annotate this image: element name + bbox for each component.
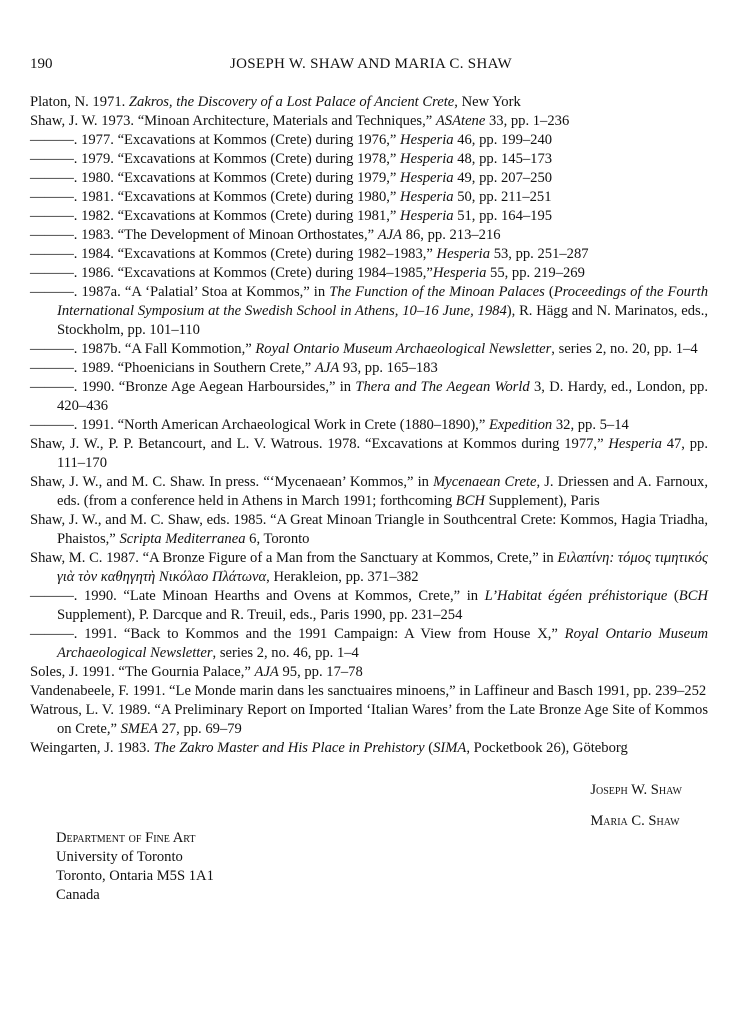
bibliography-entry [30, 625, 708, 663]
entry-italic-title: BCH [455, 493, 485, 509]
entry-text: 27, pp. 69–79 [157, 721, 242, 737]
bibliography-entry [30, 473, 708, 511]
entry-italic-title: Ειλαπίνη: τόμος τιμητικός γιὰ τὸν καθηγητὴ Νικόλαο Πλάτωνα [57, 550, 708, 585]
entry-italic-title: AJA [314, 360, 340, 376]
entry-italic-title: Hesperia [400, 189, 454, 205]
entry-text: 3, D. Hardy, ed., London, pp. 420–436 [57, 379, 709, 414]
entry-text: 48, pp. 145–173 [453, 151, 553, 167]
entry-italic-title: SMEA [120, 721, 158, 737]
author-signature-2: Maria C. Shaw [590, 813, 680, 829]
entry-text: ———. 1980. “Excavations at Kommos (Crete) during 1979,” [30, 170, 401, 186]
entry-text: Weingarten, J. 1983. [30, 740, 154, 756]
entry-text: Supplement), Paris [484, 493, 600, 509]
entry-text: ———. 1983. “The Development of Minoan Orthostates,” [30, 227, 378, 243]
entry-text: ( [424, 740, 434, 756]
author-affiliation [56, 829, 214, 905]
entry-text: Shaw, J. W. 1973. “Minoan Architecture, Materials and Techniques,” [30, 113, 436, 129]
entry-text: 93, pp. 165–183 [339, 360, 438, 376]
bibliography-entry [30, 226, 708, 245]
entry-text: ( [544, 284, 554, 300]
bibliography-entry [30, 378, 708, 416]
entry-text: 55, pp. 219–269 [486, 265, 585, 281]
bibliography-entry [30, 416, 708, 435]
bibliography-entry [30, 169, 708, 188]
entry-text: ———. 1982. “Excavations at Kommos (Crete) during 1981,” [30, 208, 401, 224]
entry-italic-title: Hesperia [608, 436, 662, 452]
bibliography-entry [30, 682, 708, 701]
entry-italic-title: Hesperia [400, 208, 454, 224]
entry-text: Shaw, J. W., P. P. Betancourt, and L. V. Watrous. 1978. “Excavations at Kommos during 1977,” [30, 436, 609, 452]
entry-italic-title: Hesperia [432, 265, 487, 281]
entry-text: 53, pp. 251–287 [490, 246, 589, 262]
author-signature-1: Joseph W. Shaw [590, 782, 682, 798]
entry-text: ———. 1990. “Bronze Age Aegean Harboursides,” in [30, 379, 356, 395]
bibliography-entry [30, 435, 708, 473]
entry-text: ———. 1981. “Excavations at Kommos (Crete) during 1980,” [30, 189, 401, 205]
bibliography-entry [30, 112, 708, 131]
entry-text: ———. 1991. “North American Archaeological Work in Crete (1880–1890),” [30, 417, 489, 433]
entry-text: , Pocketbook 26), Göteborg [466, 740, 628, 756]
entry-italic-title: Thera and The Aegean World [355, 379, 530, 395]
page-header [30, 56, 710, 80]
entry-text: ———. 1986. “Excavations at Kommos (Crete) during 1984–1985,” [30, 265, 433, 281]
bibliography-entry [30, 359, 708, 378]
entry-text: , series 2, no. 46, pp. 1–4 [212, 645, 359, 661]
entry-text: Platon, N. 1971. [30, 94, 129, 110]
affiliation-country: Canada [56, 887, 100, 903]
bibliography-entry [30, 701, 708, 739]
bibliography-entry [30, 188, 708, 207]
entry-text: 86, pp. 213–216 [402, 227, 501, 243]
entry-italic-title: Hesperia [400, 170, 454, 186]
bibliography-entry [30, 511, 708, 549]
entry-italic-title: Hesperia [400, 151, 454, 167]
entry-text: 47, pp. 111–170 [57, 436, 709, 471]
entry-italic-title: ASAtene [435, 113, 486, 129]
entry-text: Soles, J. 1991. “The Gournia Palace,” [30, 664, 255, 680]
entry-text: , J. Driessen and A. Farnoux, eds. (from a conference held in Athens in March 1991; forthcoming [57, 474, 708, 509]
entry-text: ( [667, 588, 679, 604]
entry-italic-title: The Function of the Minoan Palaces [329, 284, 545, 300]
entry-italic-title: Expedition [488, 417, 553, 433]
bibliography-entry [30, 283, 708, 340]
affiliation-city: Toronto, Ontaria M5S 1A1 [56, 868, 214, 884]
entry-italic-title: L’Habitat égéen préhistorique [484, 588, 668, 604]
entry-text: , series 2, no. 20, pp. 1–4 [551, 341, 698, 357]
entry-text: ———. 1984. “Excavations at Kommos (Crete) during 1982–1983,” [30, 246, 437, 262]
entry-text: ), R. Hägg and N. Marinatos, eds., Stockholm, pp. 101–110 [57, 303, 708, 338]
bibliography-entry [30, 131, 708, 150]
entry-text: Shaw, M. C. 1987. “A Bronze Figure of a Man from the Sanctuary at Kommos, Crete,” in [30, 550, 558, 566]
entry-italic-title: Hesperia [436, 246, 491, 262]
entry-text: ———. 1977. “Excavations at Kommos (Crete) during 1976,” [30, 132, 401, 148]
bibliography-entry [30, 340, 708, 359]
entry-italic-title: SIMA [433, 740, 467, 756]
bibliography-entry [30, 549, 708, 587]
bibliography-entry [30, 587, 708, 625]
entry-text: 32, pp. 5–14 [552, 417, 629, 433]
page-number: 190 [30, 56, 53, 72]
entry-italic-title: BCH [678, 588, 708, 604]
author-signatures [590, 781, 682, 843]
entry-text: ———. 1991. “Back to Kommos and the 1991 Campaign: A View from House X,” [30, 626, 565, 642]
entry-text: , Herakleion, pp. 371–382 [266, 569, 419, 585]
bibliography-entry [30, 207, 708, 226]
entry-text: 50, pp. 211–251 [453, 189, 552, 205]
entry-italic-title: Zakros, the Discovery of a Lost Palace of Ancient Crete [128, 94, 455, 110]
bibliography-entry [30, 245, 708, 264]
bibliography-entry [30, 264, 708, 283]
entry-italic-title: AJA [377, 227, 403, 243]
bibliography-entry [30, 663, 708, 682]
entry-text: ———. 1990. “Late Minoan Hearths and Ovens at Kommos, Crete,” in [30, 588, 485, 604]
entry-italic-title: Proceedings of the Fourth International Symposium at the Swedish School in Athens, 10–16 June, 1984 [57, 284, 709, 319]
entry-text: ———. 1979. “Excavations at Kommos (Crete) during 1978,” [30, 151, 401, 167]
entry-italic-title: AJA [254, 664, 279, 680]
entry-text: 51, pp. 164–195 [453, 208, 553, 224]
bibliography-list [30, 93, 708, 758]
entry-text: Shaw, J. W., and M. C. Shaw. In press. “‘Mycenaean’ Kommos,” in [30, 474, 434, 490]
entry-text: ———. 1987b. “A Fall Kommotion,” [30, 341, 256, 357]
bibliography-entry [30, 93, 708, 112]
entry-text: Supplement), P. Darcque and R. Treuil, eds., Paris 1990, pp. 231–254 [57, 607, 463, 623]
affiliation-institution: University of Toronto [56, 849, 183, 865]
entry-text: 95, pp. 17–78 [278, 664, 363, 680]
entry-italic-title: Mycenaean Crete [433, 474, 537, 490]
entry-text: ———. 1989. “Phoenicians in Southern Crete,” [30, 360, 315, 376]
entry-text: , New York [454, 94, 521, 110]
entry-italic-title: Hesperia [400, 132, 454, 148]
entry-italic-title: Royal Ontario Museum Archaeological Newsletter [57, 626, 708, 661]
entry-text: Shaw, J. W., and M. C. Shaw, eds. 1985. “A Great Minoan Triangle in Southcentral Crete: Kommos, Hagia Triadha, Phaistos,” [30, 512, 708, 547]
bibliography-entry [30, 150, 708, 169]
entry-text: Watrous, L. V. 1989. “A Preliminary Report on Imported ‘Italian Wares’ from the Late Bronze Age Site of Kommos on Crete,” [30, 702, 708, 737]
entry-text: ———. 1987a. “A ‘Palatial’ Stoa at Kommos,” in [30, 284, 330, 300]
bibliography-entry [30, 739, 708, 758]
entry-italic-title: Scripta Mediterranea [119, 531, 246, 547]
entry-italic-title: The Zakro Master and His Place in Prehistory [153, 740, 425, 756]
entry-text: 49, pp. 207–250 [453, 170, 553, 186]
entry-text: 46, pp. 199–240 [453, 132, 553, 148]
running-head: JOSEPH W. SHAW AND MARIA C. SHAW [230, 56, 512, 72]
entry-italic-title: Royal Ontario Museum Archaeological Newsletter [255, 341, 552, 357]
entry-text: 33, pp. 1–236 [485, 113, 570, 129]
entry-text: Vandenabeele, F. 1991. “Le Monde marin dans les sanctuaires minoens,” in Laffineur and Basch 1991, pp. 239–252 [30, 683, 707, 699]
entry-text: 6, Toronto [245, 531, 310, 547]
affiliation-department: Department of Fine Art [56, 830, 196, 846]
